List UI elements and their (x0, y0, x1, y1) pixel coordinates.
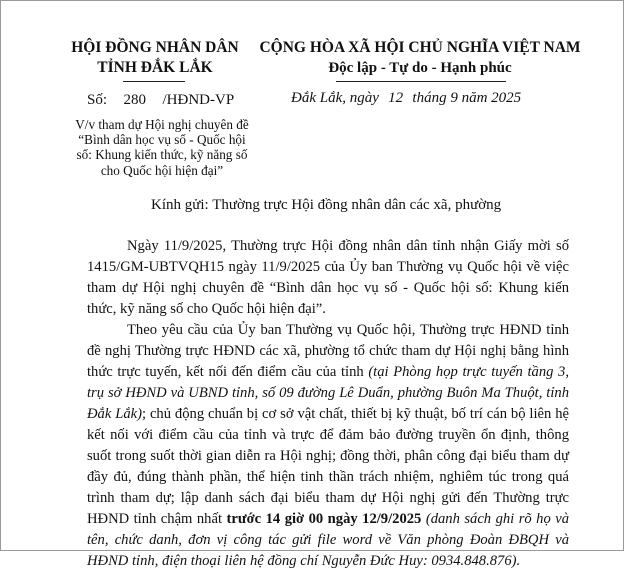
subject-line: số: Khung kiến thức, kỹ năng số (76, 147, 248, 163)
text-normal: ; chủ động chuẩn bị cơ sở vật chất, thiết bị kỹ thuật, bố trí cán bộ liên hệ (141, 406, 569, 422)
subject-line: V/v tham dự Hội nghị chuyên đề (75, 117, 249, 132)
text-italic: (danh sách ghi rõ họ và (421, 511, 570, 527)
paragraph-line: tham dự Hội nghị chuyên đề “Bình dân học vụ số - Quốc hội số: Khung kiến (87, 280, 569, 296)
national-motto: Độc lập - Tự do - Hạnh phúc (328, 60, 512, 76)
text-normal: HĐND tỉnh chậm nhất (87, 511, 227, 527)
paragraph-line: đề nghị Thường trực HĐND các xã, phường tổ chức tham dự Hội nghị bằng hình (87, 343, 569, 359)
issuing-province: TỈNH ĐẮK LẮK (97, 59, 213, 76)
subject-line: “Bình dân học vụ số - Quốc hội (78, 132, 246, 148)
document-subject (55, 117, 269, 178)
date-place: Đắk Lắk, ngày (291, 90, 379, 106)
paragraph-invitation (87, 236, 569, 320)
subject-line: cho Quốc hội hiện đại” (100, 162, 224, 178)
number-suffix: /HĐND-VP (162, 92, 235, 108)
date-rest: tháng 9 năm 2025 (412, 90, 522, 106)
issuing-organization: HỘI ĐỒNG NHÂN DÂN (71, 39, 239, 56)
number-prefix: Số: (87, 92, 108, 108)
paragraph-line: HĐND tỉnh, điện thoại liên hệ đồng chí Nguyễn Đức Huy: 0934.848.876). (87, 553, 521, 569)
recipient-line: Kính gửi: Thường trực Hội đồng nhân dân các xã, phường (151, 197, 502, 213)
paragraph-line: đầy đủ, đúng thành phần, thể hiện tinh thần trách nhiệm, nghiêm túc trong quá (87, 469, 569, 485)
left-header-underline (123, 81, 185, 82)
text-italic: (tại Phòng họp trực tuyến tầng 3, (368, 364, 569, 380)
date-day: 12 (388, 90, 404, 106)
text-normal: thức trực tuyến, kết nối đến điểm cầu của tỉnh (87, 364, 369, 380)
paragraph-line: suốt trong suốt thời gian diễn ra Hội nghị; đồng thời, phân công đại biểu tham dự (87, 448, 569, 464)
paragraph-line (87, 509, 569, 530)
paragraph-line: trình tham dự; lập danh sách đại biểu tham dự Hội nghị gửi đến Thường trực (87, 490, 569, 506)
paragraph-line (87, 362, 569, 383)
paragraph-line: thức, kỹ năng số cho Quốc hội hiện đại”. (87, 301, 326, 317)
text-italic: Đắk Lắk) (87, 406, 142, 422)
number-value: 280 (123, 92, 147, 108)
deadline-bold: trước 14 giờ 00 ngày 12/9/2025 (226, 511, 422, 527)
document-number (87, 92, 234, 109)
paragraph-line (87, 404, 569, 425)
national-title: CỘNG HÒA XÃ HỘI CHỦ NGHĨA VIỆT NAM (259, 39, 581, 56)
paragraph-line: tên, chức danh, đơn vị công tác gửi file word về Văn phòng Đoàn ĐBQH và (87, 532, 569, 548)
paragraph-line: kết nối với điểm cầu của tỉnh và trực để đảm bảo đường truyền ổn định, thông (87, 427, 569, 443)
paragraph-request (87, 320, 569, 572)
paragraph-line: trụ sở HĐND và UBND tỉnh, số 09 đường Lê Duẩn, phường Buôn Ma Thuột, tỉnh (87, 385, 569, 401)
date-line (291, 90, 521, 107)
paragraph-line: 1415/GM-UBTVQH15 ngày 11/9/2025 của Ủy ban Thường vụ Quốc hội về việc (87, 259, 569, 275)
paragraph-line: Theo yêu cầu của Ủy ban Thường vụ Quốc hội, Thường trực HĐND tỉnh (127, 322, 569, 338)
right-header-underline (336, 81, 506, 82)
paragraph-line: Ngày 11/9/2025, Thường trực Hội đồng nhân dân tỉnh nhận Giấy mời số (127, 238, 569, 254)
